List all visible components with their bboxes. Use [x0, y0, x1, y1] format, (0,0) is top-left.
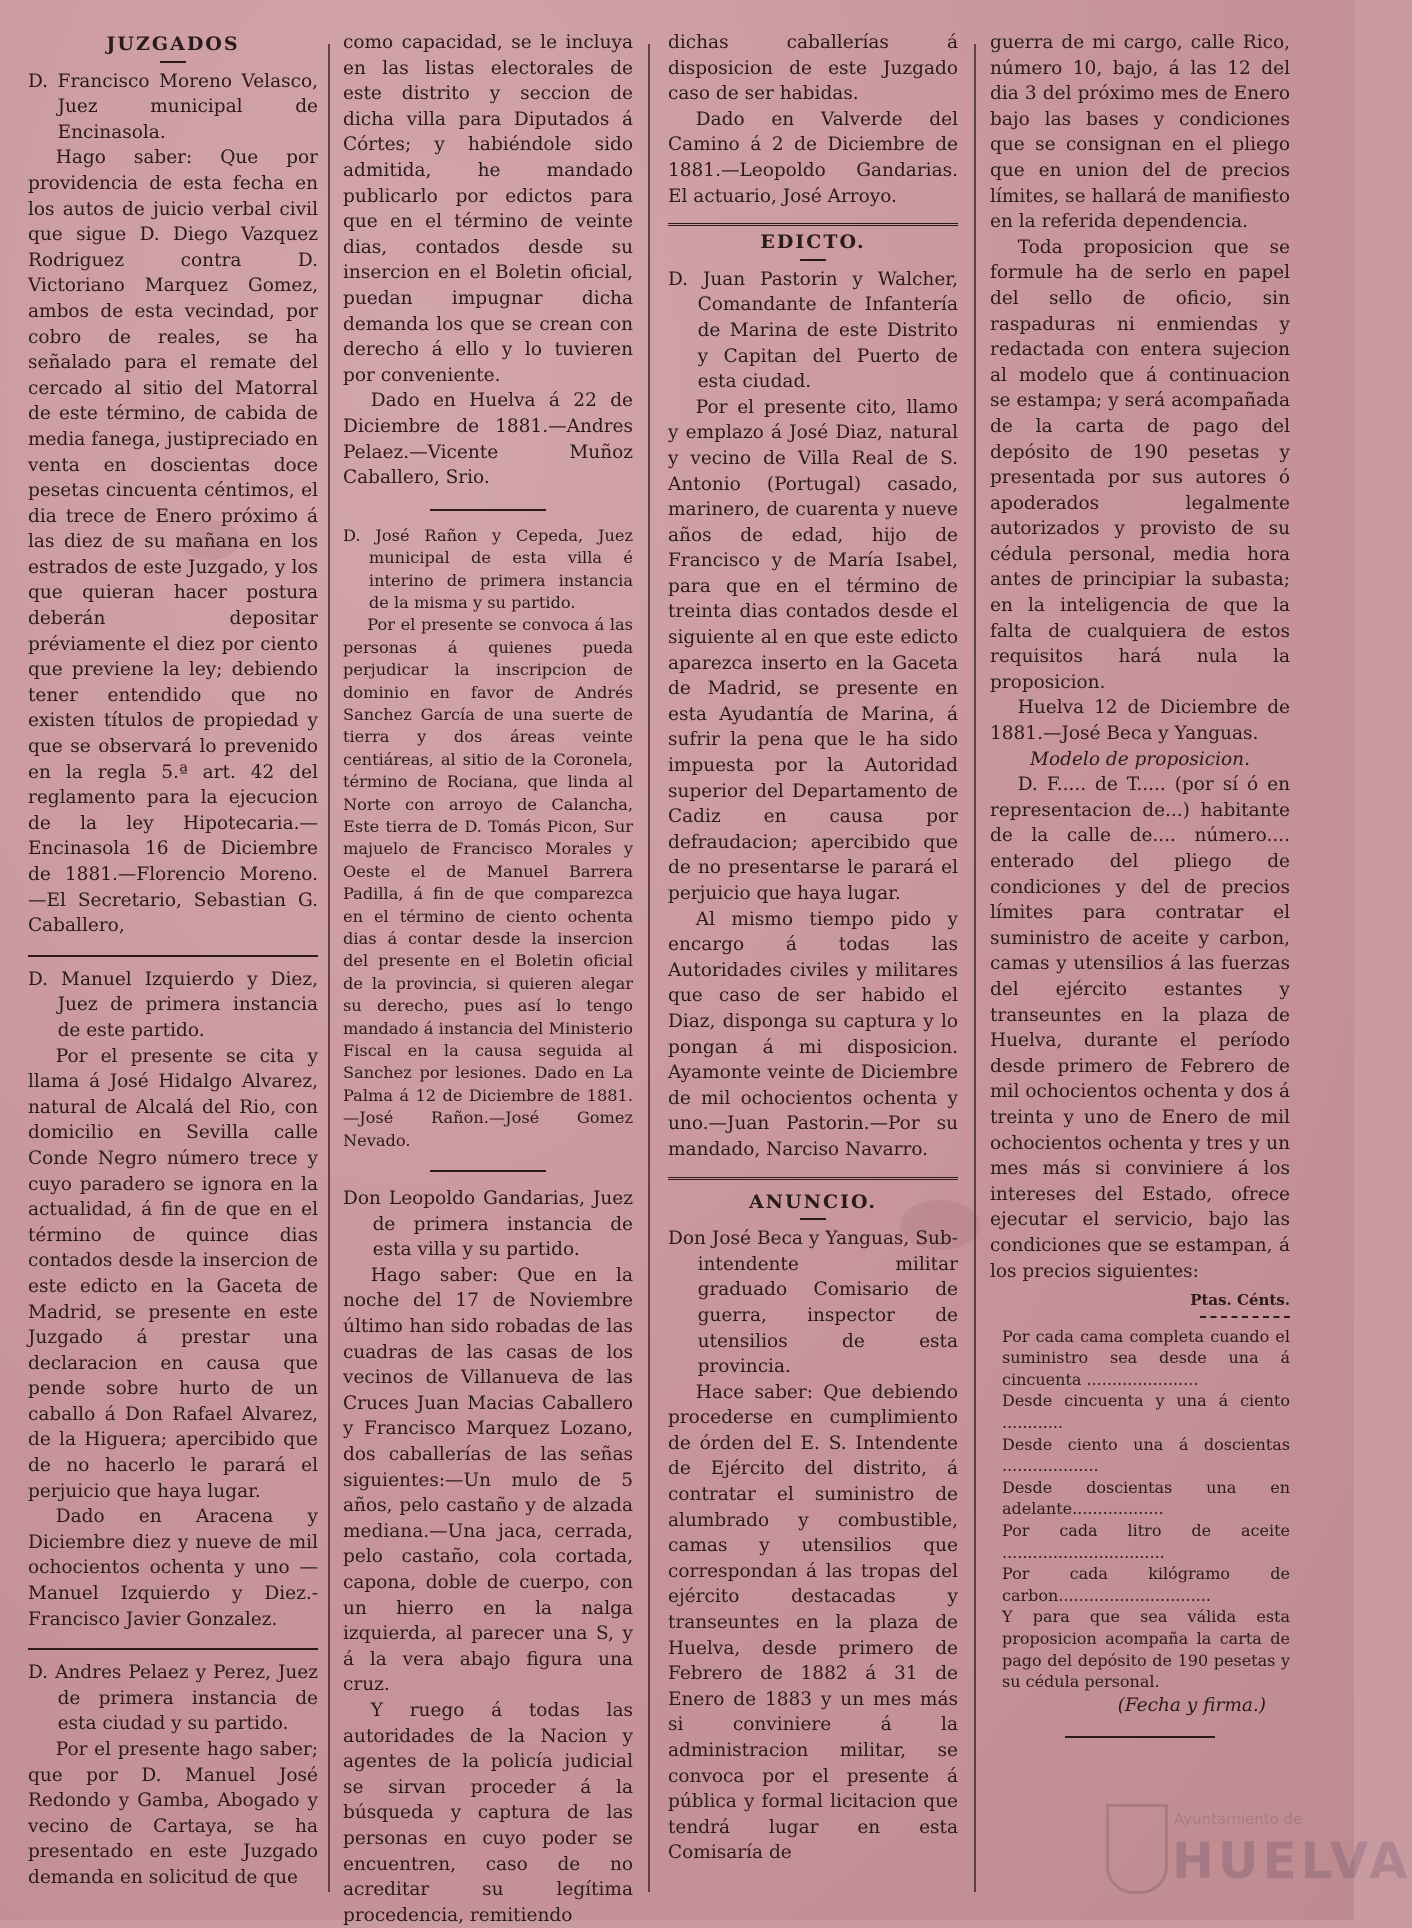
column-4: [990, 30, 1290, 1900]
entry-body: Dado en Aracena y Diciembre diez y nueve de mil ochocientos ochenta y uno —Manuel Izquierdo y Diez.- Francisco Javier Gonzalez.: [28, 1506, 318, 1630]
entry-title: D. Juan Pastorin y Walcher, Comandante de Infantería de Marina de este Distrito y Capitan del Puerto de esta ciudad.: [668, 268, 958, 393]
coat-of-arms-icon: [1106, 1804, 1168, 1894]
price-row: Por cada litro de aceite ................................: [1002, 1521, 1290, 1562]
separator-rule: [430, 499, 546, 511]
column-rule: [648, 44, 650, 1892]
price-column-rule: [1200, 1316, 1290, 1318]
entry-title: D. José Rañon y Cepeda, Juez municipal de esta villa é interino de primera instancia de la misma y su partido.: [343, 525, 633, 612]
price-row: Y para que sea válida esta proposicion acompaña la carta de pago del depósito de 190 pesetas y su cédula personal.: [1002, 1607, 1290, 1692]
separator-rule: [28, 945, 318, 957]
heading-dash: [800, 259, 826, 261]
entry-body: Por el presente se convoca á las personas á quienes pueda perjudicar la inscripcion de dominio en favor de Andrés Sanchez García de una suerte de tierra y dos áreas veinte centiáreas, al sitio de la Coronela, término de Rociana, que linda al Norte con arroyo de Calancha, Este tierra de D. Tomás Picon, Sur majuelo de Francisco Morales y Oeste el de Manuel Barrera Padilla, á fin de que comparezca en el término de ciento ochenta dias á contar desde la insercion del presente en el Boletin oficial de la provincia, si quieren alegar su derecho, pues así lo tengo mandado á instancia del Ministerio Fiscal en la causa seguida al Sanchez por lesiones. Dado en La Palma á 12 de Diciembre de 1881.—José Rañon.—José Gomez Nevado.: [343, 615, 633, 1150]
price-row: Por cada cama completa cuando el suministro sea desde una á cincuenta ......................: [1002, 1326, 1290, 1389]
entry-body: Hace saber: Que debiendo procederse en cumplimiento de órden del E. S. Intendente de Ejército del distrito, á contratar el suministro de alumbrado y combustible, camas y utensilios que correspondan á las tropas del ejército destacadas y transeuntes en la plaza de Huelva, desde primero de Febrero de 1882 á 31 de Enero de 1883 y un mes más si conviniere á la administracion militar, se convoca por el presente á pública y formal licitacion que tendrá lugar en esta Comisaría de: [668, 1381, 958, 1864]
heading-dash: [800, 1218, 826, 1220]
entry-signature: Dado en Valverde del Camino á 2 de Diciembre de 1881.—Leopoldo Gandarias. El actuario, José Arroyo.: [668, 108, 958, 207]
entry-body: Hago saber: Que por providencia de esta fecha en los autos de juicio verbal civil que sigue D. Diego Vazquez Rodriguez contra D. Victoriano Marquez Gomez, ambos de esta vecindad, por cobro de reales, se ha señalado para el remate del cercado al sitio del Matorral de este término, de cabida de media fanega, justipreciado en venta en doscientas doce pesetas cincuenta céntimos, el dia trece de Enero próximo á las diez de su mañana en los estrados de este Juzgado, y los que quieran hacer postura deberán depositar préviamente el diez por ciento que previene la ley; debiendo tener entendido que no existen títulos de propiedad y que se observará lo prevenido en la regla 5.ª art. 42 del reglamento para la ejecucion de la ley Hipotecaria.—Encinasola 16 de Diciembre de 1881.—Florencio Moreno.—El Secretario, Sebastian G. Caballero,: [28, 147, 318, 937]
price-column-header: Ptas. Cénts.: [1190, 1291, 1290, 1310]
separator-rule: [430, 1160, 546, 1172]
entry-title: D. Manuel Izquierdo y Diez, Juez de primera instancia de este partido.: [28, 968, 318, 1041]
column-rule: [974, 44, 976, 1892]
section-heading: EDICTO.: [760, 231, 866, 254]
section-heading: JUZGADOS: [106, 33, 240, 55]
entry-title: Don Leopoldo Gandarias, Juez de primera instancia de esta villa y su partido.: [343, 1188, 633, 1261]
column-3: [668, 30, 958, 1900]
entry-body: Toda proposicion que se formule ha de serlo en papel del sello de oficio, sin raspaduras ni enmiendas y redactada con entera sujecion al modelo que á continuacion se estampa; y será acompañada de la carta de pago del depósito de 190 pesetas y presentada por sus autores ó apoderados legalmente autorizados y provisto de su cédula personal, media hora antes de principiar la subasta; en la inteligencia de que la falta de cualquiera de estos requisitos hará nula la proposicion.: [990, 236, 1290, 693]
entry-body: Por el presente se cita y llama á José Hidalgo Alvarez, natural de Alcalá del Rio, con domicilio en Sevilla calle Conde Negro número trece y cuyo paradero se ignora en la actualidad, á fin de que en el término de quince dias contados desde la insercion de este edicto en la Gaceta de Madrid, se presente en este Juzgado á prestar una declaracion en causa que pende sobre hurto de un caballo á Don Rafael Alvarez, de la Higuera; apercibido que de no hacerlo le parará el perjuicio que haya lugar.: [28, 1045, 318, 1502]
model-body: D. F..... de T..... (por sí ó en representacion de...) habitante de la calle de.... número.... enterado del pliego de condiciones y del de precios límites para contratar el suministro de aceite y carbon, camas y utensilios á las fuerzas del ejército estantes y transeuntes en la plaza de Huelva, durante el período desde primero de Febrero de mil ochocientos ochenta y dos á treinta y uno de Enero de mil ochocientos ochenta y tres y un mes más si conviniere á los intereses del Estado, ofrece ejecutar el servicio, bajo las condiciones que se estampan, á los precios siguientes:: [990, 774, 1290, 1282]
separator-rule: [28, 1638, 318, 1650]
entry-body: Por el presente cito, llamo y emplazo á José Diaz, natural y vecino de Villa Real de S. Antonio (Portugal) casado, marinero, de cuarenta y nueve años de edad, hijo de Francisco y de María Isabel, para que en el término de treinta dias contados desde el siguiente al en que este edicto aparezca inserto en la Gaceta de Madrid, se presente en esta Ayudantía de Marina, á sufrir la pena que le ha sido impuesta por la Autoridad superior del Departamento de Cadiz en causa por defraudacion; apercibido que de no presentarse le parará el perjuicio que haya lugar.: [668, 396, 958, 904]
huelva-watermark: [1106, 1792, 1412, 1902]
price-row: Por cada kilógramo de carbon..............................: [1002, 1564, 1290, 1605]
watermark-small-text: Ayuntamiento de: [1174, 1810, 1303, 1828]
price-row: Desde ciento una á doscientas ...................: [1002, 1434, 1290, 1476]
price-list: [990, 1326, 1290, 1693]
entry-body: Al mismo tiempo pido y encargo á todas las Autoridades civiles y militares que caso de ser habido el Diaz, disponga su captura y lo pongan á mi disposicion. Ayamonte veinte de Diciembre de mil ochocientos ochenta y uno.—Juan Pastorin.—Por su mandado, Narciso Navarro.: [668, 908, 958, 1160]
entry-signature: Dado en Huelva á 22 de Diciembre de 1881.—Andres Pelaez.—Vicente Muñoz Caballero, Srio.: [343, 390, 633, 489]
price-row: Desde doscientas una en adelante..................: [1002, 1477, 1290, 1519]
entry-signature: Huelva 12 de Diciembre de 1881.—José Beca y Yanguas.: [990, 697, 1290, 745]
entry-body: guerra de mi cargo, calle Rico, número 10, bajo, á las 12 del dia 3 del próximo mes de Enero bajo las bases y condiciones que se consignan en el pliego que en union del de precios límites, se hallará de manifiesto en la referida dependencia.: [990, 32, 1290, 233]
entry-title: D. Francisco Moreno Velasco, Juez municipal de Encinasola.: [28, 70, 318, 143]
column-rule: [328, 44, 330, 1892]
column-1: [28, 30, 318, 1900]
entry-body: Hago saber: Que en la noche del 17 de Noviembre último han sido robadas de las cuadras de las casas de los vecinos de Villanueva de las Cruces Juan Macias Caballero y Francisco Marquez Lozano, dos caballerías de las señas siguientes:—Un mulo de 5 años, pelo castaño y de alzada mediana.—Una jaca, cerrada, pelo castaño, cola cortada, capona, doble de cuerpo, con un hierro en la nalga izquierda, al parecer una S, y á la vera abajo figura una cruz.: [343, 1264, 633, 1696]
price-row: Desde cincuenta y una á ciento ............: [1002, 1391, 1290, 1433]
separator-rule: [668, 1167, 958, 1180]
section-heading: ANUNCIO.: [748, 1190, 878, 1213]
entry-title: D. Andres Pelaez y Perez, Juez de primera instancia de esta ciudad y su partido.: [28, 1662, 318, 1735]
entry-body: como capacidad, se le incluya en las listas electorales de este distrito y seccion de dicha villa para Diputados á Córtes; y habiéndole sido admitida, he mandado publicarlo por edictos para que en el término de veinte dias, contados desde su insercion en el Boletin oficial, puedan impugnar dicha demanda los que se crean con derecho á ello y lo tuvieren por conveniente.: [343, 32, 633, 386]
entry-body: dichas caballerías á disposicion de este Juzgado caso de ser habidas.: [668, 32, 958, 105]
watermark-big-text: HUELVA: [1172, 1832, 1412, 1890]
heading-dash: [160, 61, 186, 63]
date-signature-line: (Fecha y firma.): [1117, 1694, 1266, 1716]
model-heading: Modelo de proposicion.: [1030, 748, 1250, 770]
entry-body: Y ruego á todas las autoridades de la Nacion y agentes de la policía judicial se sirvan proceder á la búsqueda y captura de las personas en cuyo poder se encuentren, caso de no acreditar su legítima procedencia, remitiendo: [343, 1699, 633, 1926]
entry-body: Por el presente hago saber; que por D. Manuel José Redondo y Gamba, Abogado y vecino de Cartaya, se ha presentado en este Juzgado demanda en solicitud de que: [28, 1739, 318, 1888]
column-2: [343, 30, 633, 1926]
separator-rule: [668, 213, 958, 226]
entry-title: Don José Beca y Yanguas, Sub-intendente militar graduado Comisario de guerra, inspector de utensilios de esta provincia.: [668, 1228, 958, 1378]
separator-rule: [1065, 1726, 1215, 1738]
